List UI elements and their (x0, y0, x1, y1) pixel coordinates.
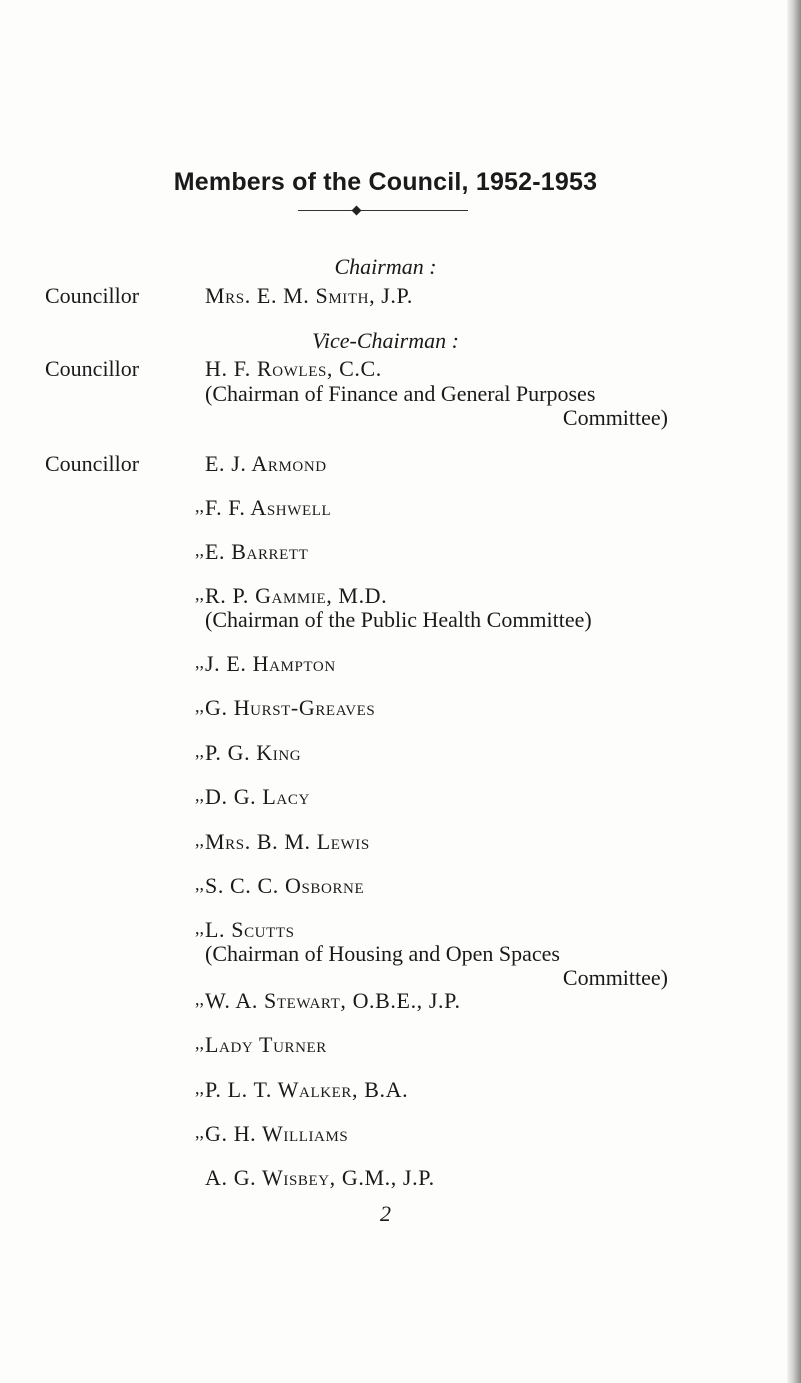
chairman-heading: Chairman : (334, 254, 437, 279)
member-name: J. E. Hampton (205, 651, 336, 676)
chairman-prefix: Councillor (45, 283, 140, 308)
vice-chairman-heading: Vice-Chairman : (312, 328, 459, 353)
ditto-mark: ,, (195, 1033, 204, 1053)
title-divider (298, 210, 468, 211)
page-title: Members of the Council, 1952-1953 (173, 168, 598, 196)
vice-chairman-prefix: Councillor (45, 356, 140, 381)
ditto-mark: ,, (195, 1122, 204, 1142)
ditto-mark: ,, (195, 540, 204, 560)
ditto-mark: ,, (195, 918, 204, 938)
divider-ornament-icon (352, 206, 362, 216)
ditto-mark: ,, (195, 1078, 204, 1098)
member-name: G. H. Williams (205, 1121, 349, 1146)
page-number: 2 (380, 1201, 391, 1226)
member-name: D. G. Lacy (205, 784, 310, 809)
member-name: Lady Turner (205, 1032, 327, 1057)
member-name: E. J. Armond (205, 451, 327, 476)
ditto-mark: ,, (195, 584, 204, 604)
ditto-mark: ,, (195, 652, 204, 672)
ditto-mark: ,, (195, 874, 204, 894)
member-name: R. P. Gammie, M.D. (205, 583, 388, 608)
member-name: S. C. C. Osborne (205, 873, 365, 898)
member-name: A. G. Wisbey, G.M., J.P. (205, 1165, 435, 1190)
members-prefix: Councillor (45, 451, 140, 476)
member-name: P. G. King (205, 740, 302, 765)
vice-chairman-note: (Chairman of Finance and General Purposes (205, 381, 596, 406)
ditto-mark: ,, (195, 830, 204, 850)
page-edge-shadow (787, 0, 801, 1383)
member-name: P. L. T. Walker, B.A. (205, 1077, 409, 1102)
member-note-continuation: Committee) (562, 965, 668, 990)
member-note: (Chairman of the Public Health Committee) (205, 607, 592, 632)
member-name: L. Scutts (205, 917, 295, 942)
chairman-name: Mrs. E. M. Smith, J.P. (205, 283, 414, 308)
member-name: G. Hurst-Greaves (205, 695, 376, 720)
member-name: Mrs. B. M. Lewis (205, 829, 370, 854)
ditto-mark: ,, (195, 696, 204, 716)
ditto-mark: ,, (195, 496, 204, 516)
ditto-mark: ,, (195, 785, 204, 805)
member-note: (Chairman of Housing and Open Spaces (205, 941, 560, 966)
vice-chairman-name: H. F. Rowles, C.C. (205, 356, 382, 381)
member-name: E. Barrett (205, 539, 309, 564)
ditto-mark: ,, (195, 989, 204, 1009)
member-name: F. F. Ashwell (205, 495, 332, 520)
member-name: W. A. Stewart, O.B.E., J.P. (205, 988, 461, 1013)
vice-chairman-note-continuation: Committee) (562, 405, 668, 430)
ditto-mark: ,, (195, 741, 204, 761)
